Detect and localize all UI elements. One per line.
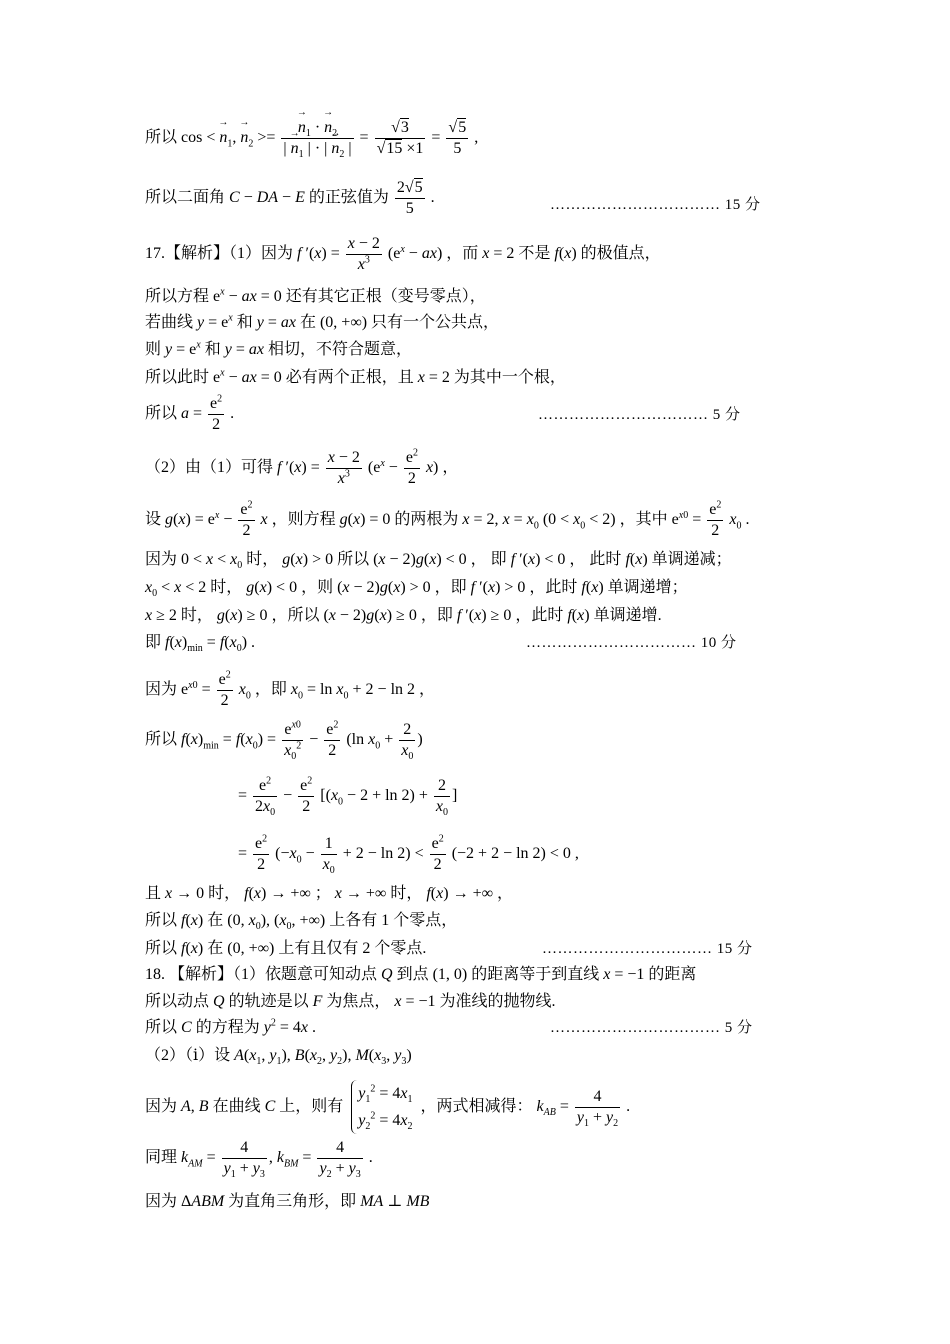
q17-header-line: 17.【解析】（1）因为 f ′(x) = $\frac{x - 2}{x^3}$ $(e^x - ax)$ ，而 x = 2 不是 f(x) 的极值点， (145, 235, 661, 273)
fmin-line-2: = $\frac{e^2}{2x_0}$ − $\frac{e^2}{2}$ [$(x_0 - 2 + \ln 2)$ + $\frac{2}{x_0}$ ] (238, 775, 458, 819)
score-15-q17: …………………………… 15 分 (542, 941, 753, 957)
text-line: 且 x → 0 时， f(x) → +∞ ； x → +∞ 时， f(x) → +∞ ， (145, 885, 513, 902)
system-line: 因为 A, B 在曲线 C 上，则有 $y_1^2 = 4x_1$ $y_2^2 = 4x_2$ ，两式相减得： $k_{AB}$ = $\frac{4}{y_1 + y_2}$ . (145, 1080, 630, 1134)
text-line: 所以 C 的方程为 $y^2 = 4x$ . (145, 1017, 316, 1036)
q18-header-line: 18. 【解析】（1）依题意可知动点 Q 到点 (1, 0) 的距离等于到直线 x = −1 的距离 (145, 966, 697, 983)
score-5-q18: …………………………… 5 分 (550, 1020, 753, 1036)
text-line: $x_0 < x < 2$ 时， g(x) < 0 ，则 (x − 2)g(x) > 0 ，即 f ′(x) > 0 ，此时 f(x) 单调递增； (145, 579, 688, 600)
score-5-q17: …………………………… 5 分 (538, 407, 741, 423)
text-line: 若曲线 $y = e^x$ 和 y = ax 在 (0, +∞) 只有一个公共点， (145, 312, 500, 331)
a-value-line: 所以 a = $\frac{e^2}{2}$ . (145, 393, 235, 433)
text-line: 所以 f(x) 在 (0, $x_0$), ($x_0$, +∞) 上各有 1 个零点， (145, 912, 458, 933)
text-line: 即 $f(x)_{min} = f(x_0)$ . (145, 634, 256, 655)
dihedral-sine-line: 所以二面角 C − DA − E 的正弦值为 $\frac{2√5}{5}$ . (145, 179, 435, 217)
text-line: 因为 ΔABM 为直角三角形，即 MA ⊥ MB (145, 1193, 430, 1210)
slopes-line: 同理 $k_{AM}$ = $\frac{4}{y_1 + y_3}$ , $k_{BM}$ = $\frac{4}{y_2 + y_3}$ . (145, 1139, 373, 1181)
text-line: 因为 $e^{x0}$ = $\frac{e^2}{2}$ $x_0$ ，即 $x_0 = \ln x_0 + 2 - \ln 2$ ， (145, 669, 436, 709)
cos-formula-line: 所以 cos < → $n_1$, → $n_2$ >= → $\frac{n_1 \cdot \to n_2}{| \to n_1 | \cdot | \to n_2 |}$ = $\frac{√3}{√15 \times 1}$ = $\frac{√5}{5}$ , (145, 120, 478, 157)
text-line: 所以方程 $e^x$ − ax = 0 还有其它正根（变号零点）， (145, 286, 486, 305)
text-line: （2）由（1）可得 f ′(x) = $\frac{x - 2}{x^3}$ ($e^x$ − $\frac{e^2}{2}$ x) ， (145, 447, 459, 487)
text-line: 所以此时 $e^x$ − ax = 0 必有两个正根，且 x = 2 为其中一个根， (145, 367, 566, 386)
fmin-line-1: 所以 $f(x)_{min} = f(x_0)$ = $\frac{e^{x0}}{x_0^2}$ − $\frac{e^2}{2}$ (ln $x_0$ + $\frac{2}{x_0}$ ) (145, 719, 423, 763)
fmin-line-3: = $\frac{e^2}{2}$ ($-x_0$ − $\frac{1}{x_0}$ + 2 − ln 2) < $\frac{e^2}{2}$ (−2 + 2 − ln 2) < 0 , (238, 833, 579, 877)
text-line: 所以 f(x) 在 (0, +∞) 上有且仅有 2 个零点. (145, 940, 427, 957)
text-line: 因为 $0 < x < x_0$ 时， g(x) > 0 所以 (x − 2)g(x) < 0 ， 即 f ′(x) < 0 ， 此时 f(x) 单调递减； (145, 551, 732, 572)
score-10-q17: …………………………… 10 分 (526, 635, 737, 651)
text-line: 设 $g(x) = e^x$ − $\frac{e^2}{2}$ x ，则方程 g(x) = 0 的两根为 x = 2, $x = x_0$ $(0 < x_0 < 2)$ ，其中 $e^{x0}$ = $\frac{e^2}{2}$ $x_0$ . (145, 499, 750, 539)
text-line: x ≥ 2 时， g(x) ≥ 0 ，所以 (x − 2)g(x) ≥ 0 ，即 f ′(x) ≥ 0 ，此时 f(x) 单调递增. (145, 607, 662, 624)
text-line: （2）（ⅰ）设 $A(x_1$, $y_1$), $B(x_2$, $y_2$), $M(x_3$, $y_3$) (145, 1047, 412, 1068)
text-line: 所以动点 Q 的轨迹是以 F 为焦点， x = −1 为准线的抛物线. (145, 993, 556, 1010)
score-15-q16: …………………………… 15 分 (550, 197, 761, 213)
text-line: 则 $y = e^x$ 和 y = ax 相切，不符合题意， (145, 339, 412, 358)
